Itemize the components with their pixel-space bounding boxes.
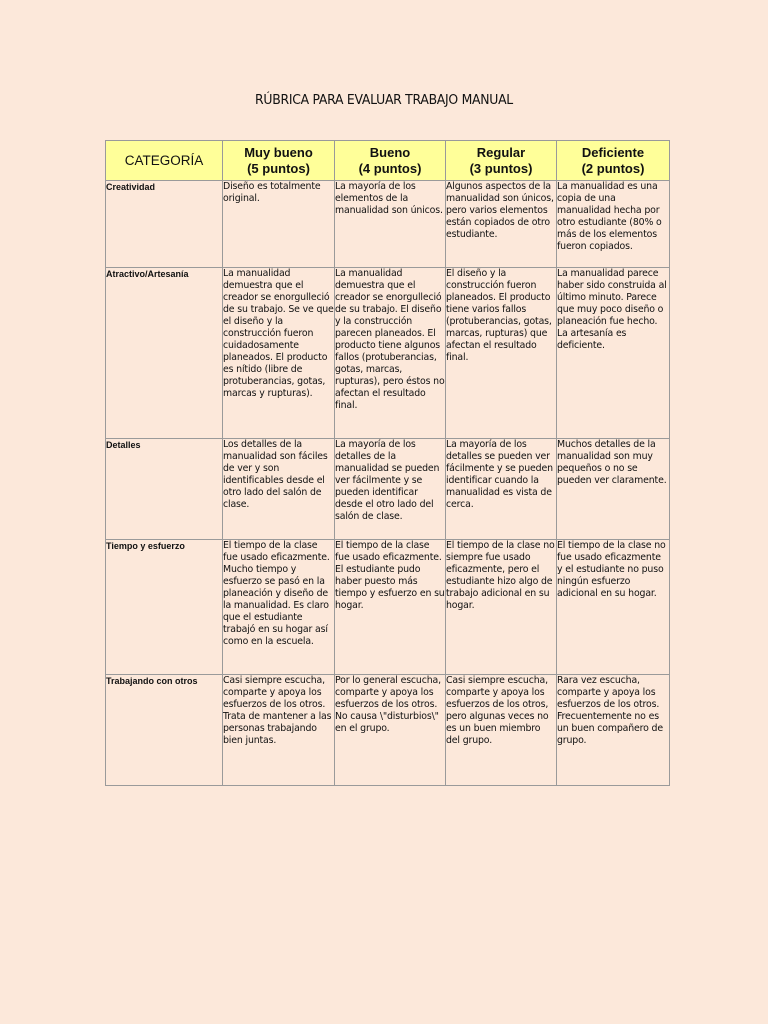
row-category: Trabajando con otros — [106, 675, 223, 786]
header-level-muy-bueno — [223, 141, 335, 181]
header-level-points: (5 puntos) — [247, 160, 310, 176]
criterion-cell: La mayoría de los detalles se pueden ver fácilmente y se pueden identificar cuando la manualidad es vista de cerca. — [446, 439, 557, 540]
table-row-tiempo — [106, 540, 670, 675]
table-row-trabajando — [106, 675, 670, 786]
header-level-regular — [446, 141, 557, 181]
criterion-cell: El tiempo de la clase fue usado eficazmente. El estudiante pudo haber puesto más tiempo y esfuerzo en su hogar. — [335, 540, 446, 675]
criterion-cell: La manualidad demuestra que el creador se enorgulleció de su trabajo. El diseño y la construcción parecen planeados. El producto tiene algunos fallos (protuberancias, gotas, marcas, rupturas), pero éstos no afectan el resultado final. — [335, 268, 446, 439]
criterion-cell: La manualidad es una copia de una manualidad hecha por otro estudiante (80% o más de los elementos fueron copiados. — [557, 181, 670, 268]
header-row — [106, 141, 670, 181]
criterion-cell: Los detalles de la manualidad son fáciles de ver y son identificables desde el otro lado del salón de clase. — [223, 439, 335, 540]
row-category: Atractivo/Artesanía — [106, 268, 223, 439]
criterion-cell: Rara vez escucha, comparte y apoya los esfuerzos de los otros. Frecuentemente no es un buen compañero de grupo. — [557, 675, 670, 786]
rubric-table — [105, 140, 670, 786]
header-level-deficiente — [557, 141, 670, 181]
row-category: Tiempo y esfuerzo — [106, 540, 223, 675]
row-category: Detalles — [106, 439, 223, 540]
header-level-points: (4 puntos) — [358, 160, 422, 176]
criterion-cell: Por lo general escucha, comparte y apoya los esfuerzos de los otros. No causa \"disturbios\" en el grupo. — [335, 675, 446, 786]
header-level-name: Regular — [476, 144, 526, 160]
header-level-points: (2 puntos) — [581, 160, 645, 176]
table-row-creatividad — [106, 181, 670, 268]
criterion-cell: La mayoría de los detalles de la manualidad se pueden ver fácilmente y se pueden identificar desde el otro lado del salón de clase. — [335, 439, 446, 540]
table-row-detalles — [106, 439, 670, 540]
header-level-name: Bueno — [369, 144, 411, 160]
criterion-cell: La mayoría de los elementos de la manualidad son únicos. — [335, 181, 446, 268]
criterion-cell: El diseño y la construcción fueron planeados. El producto tiene varios fallos (protuberancias, gotas, marcas, rupturas) que afectan el resultado final. — [446, 268, 557, 439]
header-level-name: Deficiente — [581, 144, 645, 160]
criterion-cell: Muchos detalles de la manualidad son muy pequeños o no se pueden ver claramente. — [557, 439, 670, 540]
criterion-cell: Casi siempre escucha, comparte y apoya los esfuerzos de los otros, pero algunas veces no es un buen miembro del grupo. — [446, 675, 557, 786]
criterion-cell: El tiempo de la clase fue usado eficazmente. Mucho tiempo y esfuerzo se pasó en la planeación y diseño de la manualidad. Es claro que el estudiante trabajó en su hogar así como en la escuela. — [223, 540, 335, 675]
header-level-points: (3 puntos) — [469, 160, 533, 176]
header-level-bueno — [335, 141, 446, 181]
row-category: Creatividad — [106, 181, 223, 268]
criterion-cell: Algunos aspectos de la manualidad son únicos, pero varios elementos están copiados de otro estudiante. — [446, 181, 557, 268]
criterion-cell: La manualidad demuestra que el creador se enorgulleció de su trabajo. Se ve que el diseño y la construcción fueron cuidadosamente planeados. El producto es nítido (libre de protuberancias, gotas, marcas y rupturas). — [223, 268, 335, 439]
table-row-atractivo — [106, 268, 670, 439]
document-title: RÚBRICA PARA EVALUAR TRABAJO MANUAL — [255, 92, 513, 108]
criterion-cell: Casi siempre escucha, comparte y apoya los esfuerzos de los otros. Trata de mantener a las personas trabajando bien juntas. — [223, 675, 335, 786]
criterion-cell: El tiempo de la clase no siempre fue usado eficazmente, pero el estudiante hizo algo de trabajo adicional en su hogar. — [446, 540, 557, 675]
header-level-name: Muy bueno — [244, 144, 313, 160]
header-category: CATEGORÍA — [106, 141, 223, 181]
criterion-cell: El tiempo de la clase no fue usado eficazmente y el estudiante no puso ningún esfuerzo adicional en su hogar. — [557, 540, 670, 675]
criterion-cell: La manualidad parece haber sido construida al último minuto. Parece que muy poco diseño o planeación fue hecho. La artesanía es deficiente. — [557, 268, 670, 439]
criterion-cell: Diseño es totalmente original. — [223, 181, 335, 268]
